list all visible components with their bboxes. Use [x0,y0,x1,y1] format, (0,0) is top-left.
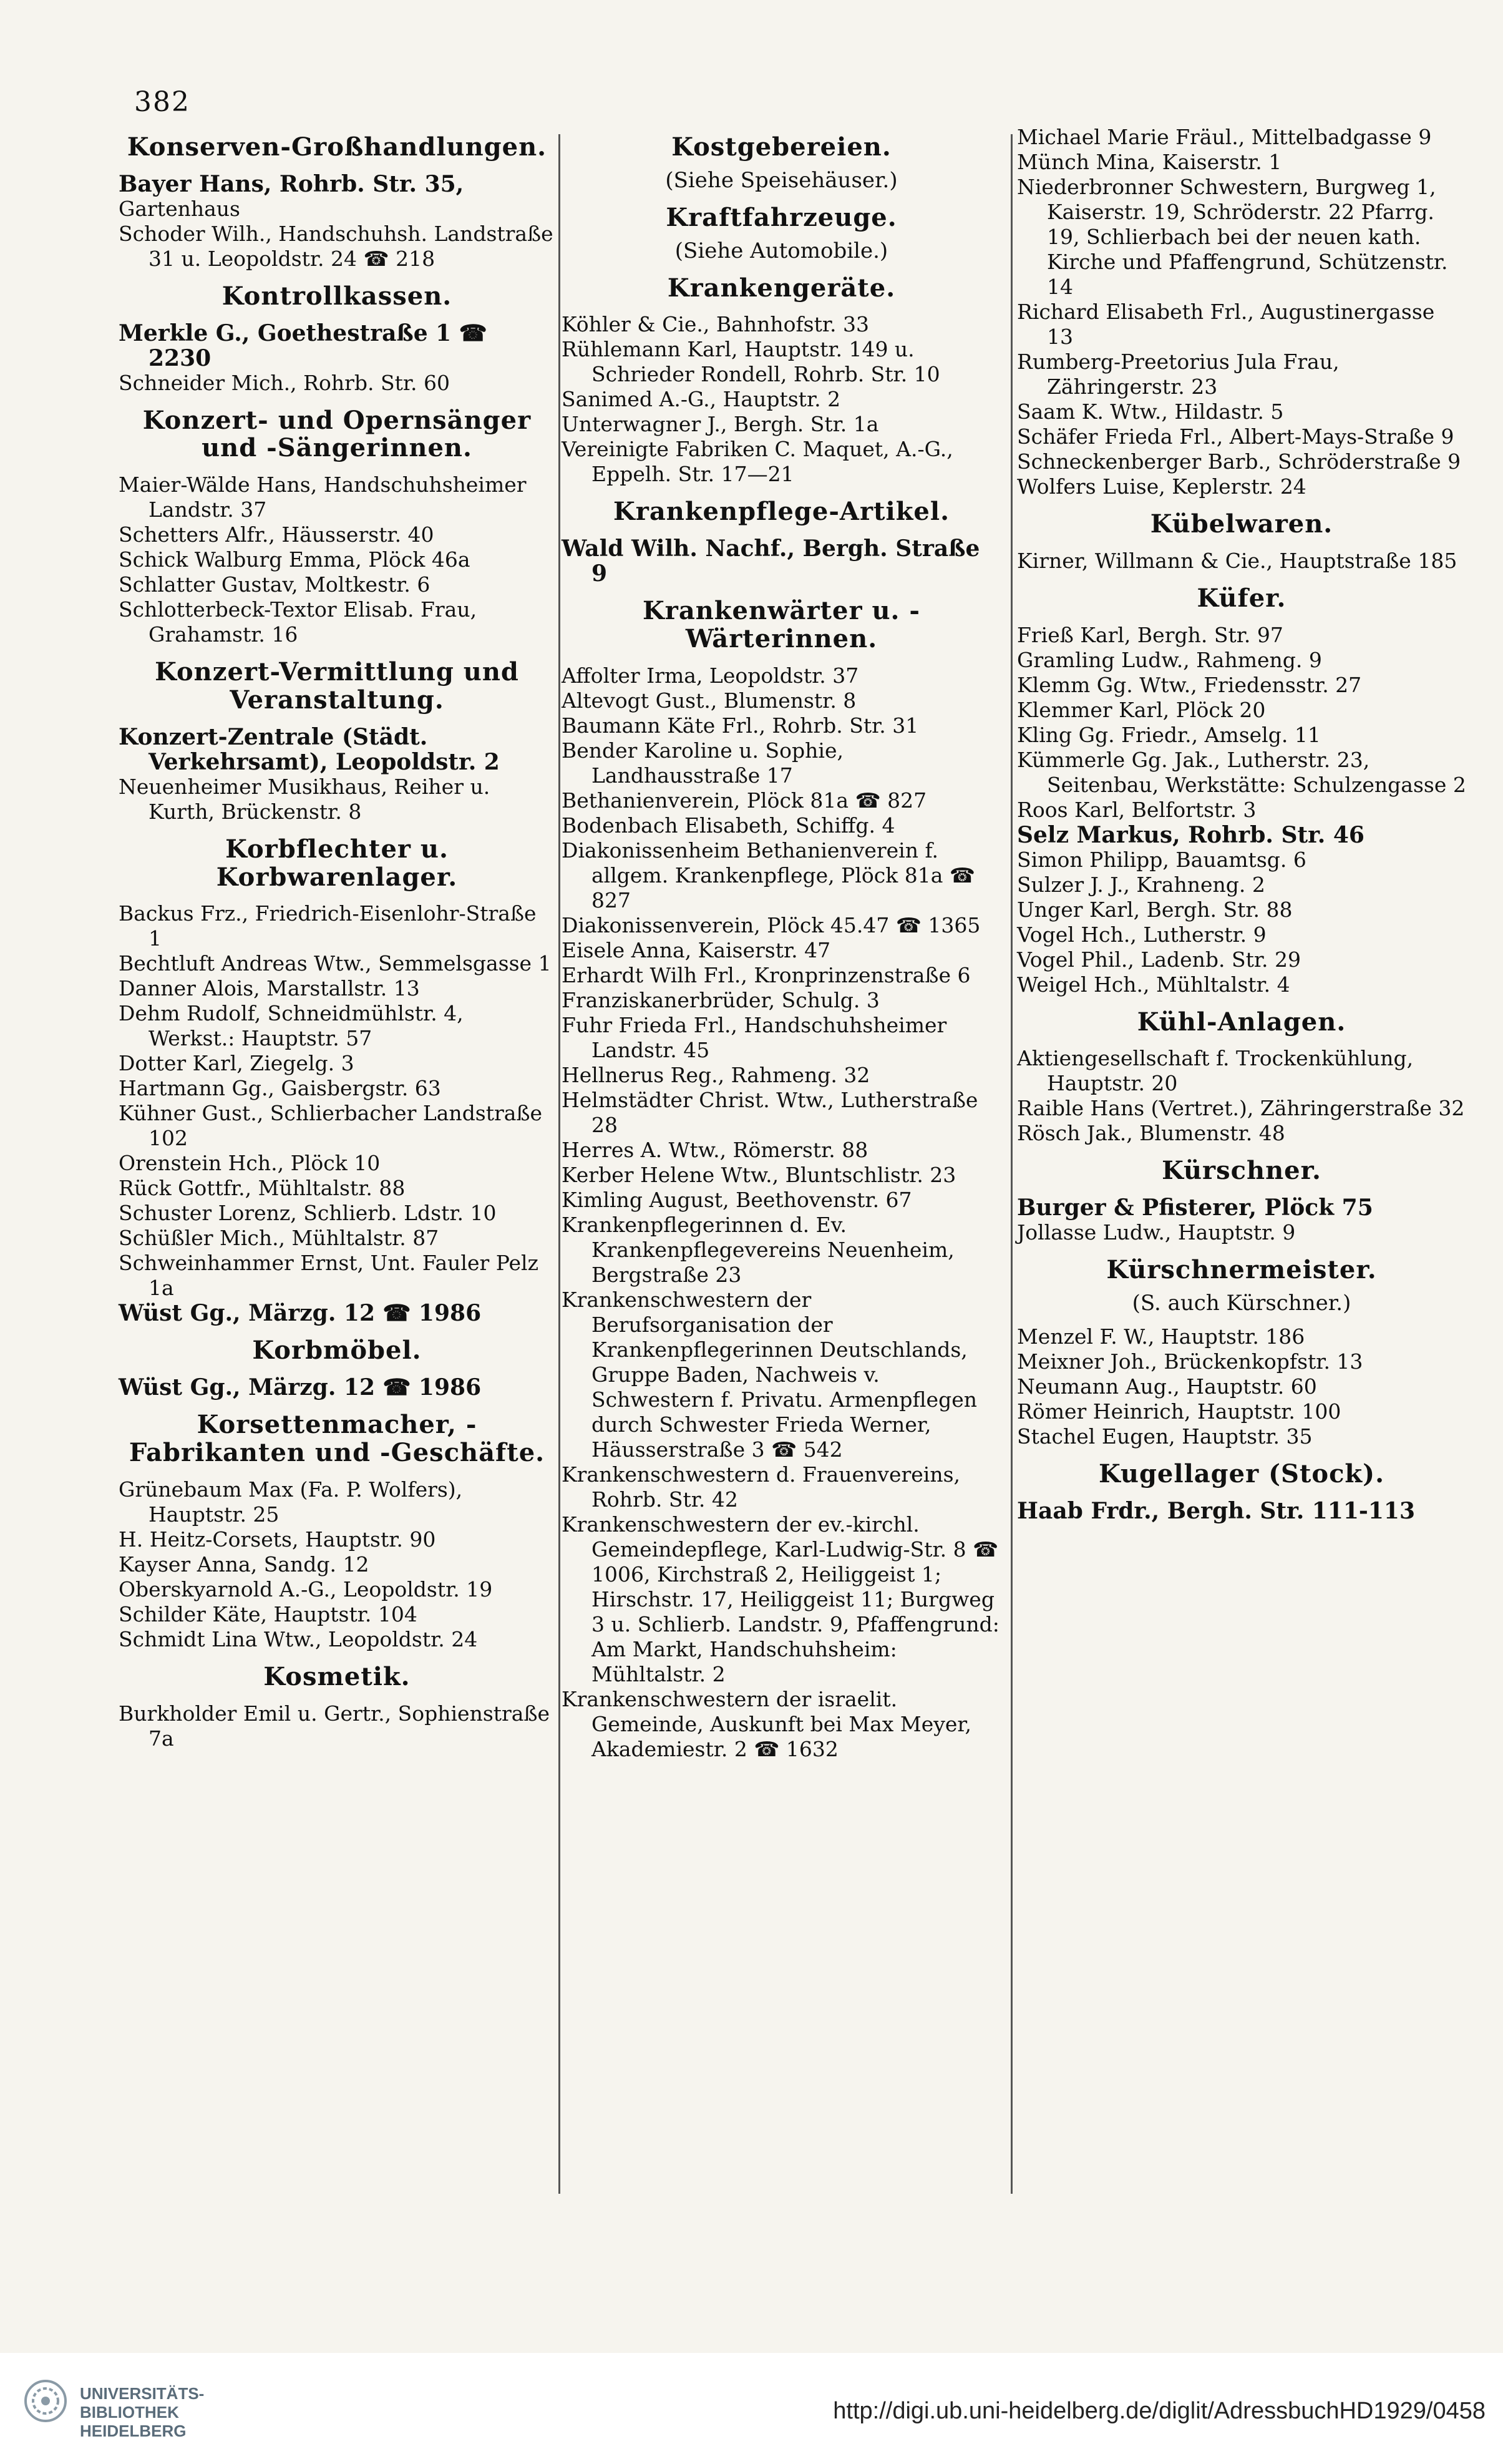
directory-entry: Schoder Wilh., Handschuhsh. Landstraße 31 u. Leopoldstr. 24 ☎ 218 [119,221,553,271]
directory-entry: Herres A. Wtw., Römerstr. 88 [562,1137,868,1162]
directory-entry: Sulzer J. J., Krahneng. 2 [1017,872,1265,897]
section-heading: Kontrollkassen. [221,281,452,311]
directory-entry: Unterwagner J., Bergh. Str. 1a [562,412,879,437]
directory-entry: Rumberg-Preetorius Jula Frau, Zähringerstr. 23 [1017,350,1340,399]
directory-section [1017,511,1466,574]
page-number: 382 [134,86,190,118]
directory-entry: Schmidt Lina Wtw., Leopoldstr. 24 [119,1626,478,1651]
directory-section [1017,1256,1466,1449]
directory-entry: Römer Heinrich, Hauptstr. 100 [1017,1399,1341,1424]
directory-entry: Kümmerle Gg. Jak., Lutherstr. 23, Seitenbau, Werkstätte: Schulzengasse 2 [1017,747,1466,797]
directory-entry: Unger Karl, Bergh. Str. 88 [1017,897,1293,922]
section-heading: Kraftfahrzeuge. [666,202,897,232]
directory-entry: Schlatter Gustav, Moltkestr. 6 [119,572,430,597]
directory-section [1017,125,1466,499]
directory-entry: Selz Markus, Rohrb. Str. 46 [1017,821,1364,848]
library-name [80,2384,204,2440]
directory-entry: Niederbronner Schwestern, Burgweg 1, Kaiserstr. 19, Schröderstr. 22 Pfarrg. 19, Schlierbach bei der neuen kath. Kirche und Pfaffengrund, Schützenstr. 14 [1017,175,1448,299]
section-heading: Kostgebereien. [671,132,892,162]
library-name-line: UNIVERSITÄTS- [80,2384,205,2403]
directory-entry: Bechtluft Andreas Wtw., Semmelsgasse 1 [119,951,552,976]
directory-entry: Affolter Irma, Leopoldstr. 37 [562,663,859,688]
directory-entry: Münch Mina, Kaiserstr. 1 [1017,150,1282,174]
directory-entry: Schüßler Mich., Mühltalstr. 87 [119,1226,439,1251]
directory-entry: Michael Marie Fräul., Mittelbadgasse 9 [1017,125,1432,149]
directory-entry: Schneckenberger Barb., Schröderstraße 9 [1017,449,1461,474]
directory-section [119,1663,555,1751]
directory-entry: Schlotterbeck-Textor Elisab. Frau, Grahamstr. 16 [119,597,477,647]
directory-entry: Bender Karoline u. Sophie, Landhausstraße 17 [562,738,844,788]
directory-entry: Bodenbach Elisabeth, Schiffg. 4 [562,813,895,838]
directory-entry: Saam K. Wtw., Hildastr. 5 [1017,399,1284,424]
directory-section [119,134,555,271]
section-heading: Konzert- und Opernsänger und -Sängerinnen. [142,405,532,463]
directory-entry: Krankenschwestern der ev.-kirchl. Gemeindepflege, Karl-Ludwig-Str. 8 ☎ 1006, Kirchstraß 2, Heiliggeist 1; Hirschstr. 17, Heiliggeist 11; Burgweg 3 u. Schlierb. Landstr. 9, Pfaffengrund: Am Markt, Handschuhsheim: Mühltalstr. 2 [562,1512,1000,1686]
directory-entry: Stachel Eugen, Hauptstr. 35 [1017,1424,1313,1449]
directory-entry: Schweinhammer Ernst, Unt. Fauler Pelz 1a [119,1251,538,1301]
directory-entry: Kimling August, Beethovenstr. 67 [562,1187,912,1212]
section-heading: Krankenwärter u. -Wärterinnen. [643,596,920,653]
directory-entry: Vogel Phil., Ladenb. Str. 29 [1017,947,1301,972]
directory-section [562,498,1001,586]
directory-entry: Baumann Käte Frl., Rohrb. Str. 31 [562,713,919,738]
directory-entry: Kling Gg. Friedr., Amselg. 11 [1017,722,1321,747]
directory-entry: Rühlemann Karl, Hauptstr. 149 u. Schrieder Rondell, Rohrb. Str. 10 [562,337,940,387]
directory-entry: Grünebaum Max (Fa. P. Wolfers), Hauptstr. 25 [119,1477,463,1527]
library-name-line: BIBLIOTHEK [80,2403,179,2422]
directory-section [562,204,1001,263]
directory-entry: Schick Walburg Emma, Plöck 46a [119,547,470,572]
directory-entry: Haab Frdr., Bergh. Str. 111-113 [1017,1497,1415,1524]
directory-entry: Eisele Anna, Kaiserstr. 47 [562,937,831,962]
directory-entry: Weigel Hch., Mühltalstr. 4 [1017,972,1290,997]
section-heading: Kugellager (Stock). [1098,1459,1384,1489]
directory-entry: Klemmer Karl, Plöck 20 [1017,697,1266,722]
directory-entry: Fuhr Frieda Frl., Handschuhsheimer Landstr. 45 [562,1012,947,1062]
directory-entry: Krankenpflegerinnen d. Ev. Krankenpflegevereins Neuenheim, Bergstraße 23 [562,1212,955,1287]
section-heading: Korsettenmacher, -Fabrikanten und -Geschäfte. [129,1410,545,1467]
directory-entry: Roos Karl, Belfortstr. 3 [1017,797,1257,822]
directory-entry: Schuster Lorenz, Schlierb. Ldstr. 10 [119,1201,497,1226]
directory-entry: Burkholder Emil u. Gertr., Sophienstraße 7a [119,1701,550,1751]
directory-entry: Oberskyarnold A.-G., Leopoldstr. 19 [119,1577,493,1601]
section-heading: Kürschner. [1162,1156,1321,1186]
directory-entry: Dotter Karl, Ziegelg. 3 [119,1051,354,1076]
directory-entry: Neumann Aug., Hauptstr. 60 [1017,1374,1317,1399]
column-divider-1 [558,134,560,2194]
section-note: (Siehe Speisehäuser.) [665,167,898,193]
directory-entry: Diakonissenverein, Plöck 45.47 ☎ 1365 [562,912,981,937]
section-heading: Konzert-Vermittlung und Veranstaltung. [155,657,519,715]
directory-section [119,836,555,1326]
directory-entry: Altevogt Gust., Blumenstr. 8 [562,688,857,713]
section-heading: Konserven-Großhandlungen. [127,132,547,162]
directory-entry: Neuenheimer Musikhaus, Reiher u. Kurth, Brückenstr. 8 [119,774,490,824]
directory-entry: Vogel Hch., Lutherstr. 9 [1017,922,1267,947]
directory-entry: Rück Gottfr., Mühltalstr. 88 [119,1176,406,1201]
directory-entry: Frieß Karl, Bergh. Str. 97 [1017,622,1283,647]
directory-entry: Sanimed A.-G., Hauptstr. 2 [562,387,841,412]
section-heading: Kosmetik. [263,1661,411,1691]
directory-section [1017,1460,1466,1523]
column-2 [562,125,1001,1773]
directory-entry: Wolfers Luise, Keplerstr. 24 [1017,474,1306,499]
directory-entry: Helmstädter Christ. Wtw., Lutherstraße 28 [562,1087,978,1137]
directory-entry: Gramling Ludw., Rahmeng. 9 [1017,647,1322,672]
column-divider-2 [1011,134,1013,2194]
section-heading: Krankengeräte. [667,273,896,303]
directory-entry: Kühner Gust., Schlierbacher Landstraße 102 [119,1101,543,1151]
directory-entry: Franziskanerbrüder, Schulg. 3 [562,987,880,1012]
directory-entry: Menzel F. W., Hauptstr. 186 [1017,1324,1305,1349]
directory-entry: Diakonissenheim Bethanienverein f. allgem. Krankenpflege, Plöck 81a ☎ 827 [562,838,975,912]
directory-entry: Schneider Mich., Rohrb. Str. 60 [119,370,450,395]
directory-section [562,134,1001,193]
directory-entry: Danner Alois, Marstallstr. 13 [119,976,420,1001]
section-heading: Kühl-Anlagen. [1137,1007,1346,1037]
footer-bar [0,2353,1503,2464]
directory-entry: Konzert-Zentrale (Städt. Verkehrsamt), Leopoldstr. 2 [119,723,500,775]
directory-entry: Bethanienverein, Plöck 81a ☎ 827 [562,788,927,813]
directory-entry: Krankenschwestern d. Frauenvereins, Rohrb. Str. 42 [562,1462,961,1512]
directory-section [562,275,1001,487]
column-3 [1017,125,1466,1535]
directory-entry: Klemm Gg. Wtw., Friedensstr. 27 [1017,672,1362,697]
directory-entry: Bayer Hans, Rohrb. Str. 35, [119,170,464,197]
directory-entry: Richard Elisabeth Frl., Augustinergasse 13 [1017,300,1435,349]
directory-entry: Kayser Anna, Sandg. 12 [119,1552,369,1577]
directory-section [119,1337,555,1400]
directory-entry: Wald Wilh. Nachf., Bergh. Straße 9 [562,535,980,587]
directory-entry: Kerber Helene Wtw., Bluntschlistr. 23 [562,1162,956,1187]
directory-entry: Gartenhaus [119,196,240,221]
directory-entry: Maier-Wälde Hans, Handschuhsheimer Landstr. 37 [119,472,527,522]
source-url-link[interactable]: http://digi.ub.uni-heidelberg.de/diglit/AdressbuchHD1929/0458 [833,2398,1486,2424]
library-name-line: HEIDELBERG [80,2422,187,2440]
section-heading: Krankenpflege-Artikel. [613,497,950,527]
directory-entry: Köhler & Cie., Bahnhofstr. 33 [562,312,869,337]
directory-entry: Aktiengesellschaft f. Trockenkühlung, Hauptstr. 20 [1017,1046,1414,1096]
directory-entry: Wüst Gg., Märzg. 12 ☎ 1986 [119,1374,482,1401]
directory-entry: Erhardt Wilh Frl., Kronprinzenstraße 6 [562,962,971,987]
directory-entry: Wüst Gg., Märzg. 12 ☎ 1986 [119,1300,482,1327]
directory-section [119,658,555,824]
directory-entry: Dehm Rudolf, Schneidmühlstr. 4, Werkst.: Hauptstr. 57 [119,1001,464,1051]
directory-section [119,407,555,648]
directory-section [1017,1009,1466,1146]
directory-entry: Schetters Alfr., Häusserstr. 40 [119,522,434,547]
directory-entry: Backus Frz., Friedrich-Eisenlohr-Straße 1 [119,901,537,951]
directory-section [1017,585,1466,997]
directory-section [1017,1157,1466,1245]
directory-entry: Krankenschwestern der israelit. Gemeinde, Auskunft bei Max Meyer, Akademiestr. 2 ☎ 1632 [562,1686,972,1761]
section-heading: Kürschnermeister. [1106,1255,1377,1285]
directory-entry: Simon Philipp, Bauamtsg. 6 [1017,847,1306,872]
column-1 [119,125,555,1762]
directory-section [119,1411,555,1652]
directory-entry: Orenstein Hch., Plöck 10 [119,1151,381,1176]
directory-entry: Krankenschwestern der Berufsorganisation der Krankenpflegerinnen Deutschlands, Gruppe Baden, Nachweis v. Schwestern f. Privatu. Armenpflegen durch Schwester Frieda Werner, Häusserstraße 3 ☎ 542 [562,1287,977,1462]
section-heading: Korbflechter u. Korbwarenlager. [216,834,458,892]
directory-entry: Schäfer Frieda Frl., Albert-Mays-Straße 9 [1017,424,1454,449]
directory-entry: Raible Hans (Vertret.), Zähringerstraße 32 [1017,1096,1465,1121]
section-heading: Küfer. [1197,583,1287,613]
directory-section [562,597,1001,1762]
section-note: (Siehe Automobile.) [674,238,888,263]
directory-entry: Vereinigte Fabriken C. Maquet, A.-G., Eppelh. Str. 17—21 [562,437,953,487]
directory-entry: Hellnerus Reg., Rahmeng. 32 [562,1062,870,1087]
directory-entry: Jollasse Ludw., Hauptstr. 9 [1017,1220,1296,1245]
section-note: (S. auch Kürschner.) [1132,1290,1351,1316]
directory-entry: Merkle G., Goethestraße 1 ☎ 2230 [119,320,487,371]
directory-entry: Burger & Pfisterer, Plöck 75 [1017,1195,1373,1221]
section-heading: Kübelwaren. [1150,509,1333,539]
directory-entry: Rösch Jak., Blumenstr. 48 [1017,1121,1285,1146]
university-seal-icon [24,2379,67,2423]
directory-entry: Schilder Käte, Hauptstr. 104 [119,1601,417,1626]
directory-entry: Meixner Joh., Brückenkopfstr. 13 [1017,1349,1363,1374]
section-heading: Korbmöbel. [252,1336,422,1366]
directory-entry: Hartmann Gg., Gaisbergstr. 63 [119,1076,441,1101]
directory-entry: H. Heitz-Corsets, Hauptstr. 90 [119,1527,436,1552]
directory-entry: Kirner, Willmann & Cie., Hauptstraße 185 [1017,548,1457,573]
directory-section [119,283,555,396]
